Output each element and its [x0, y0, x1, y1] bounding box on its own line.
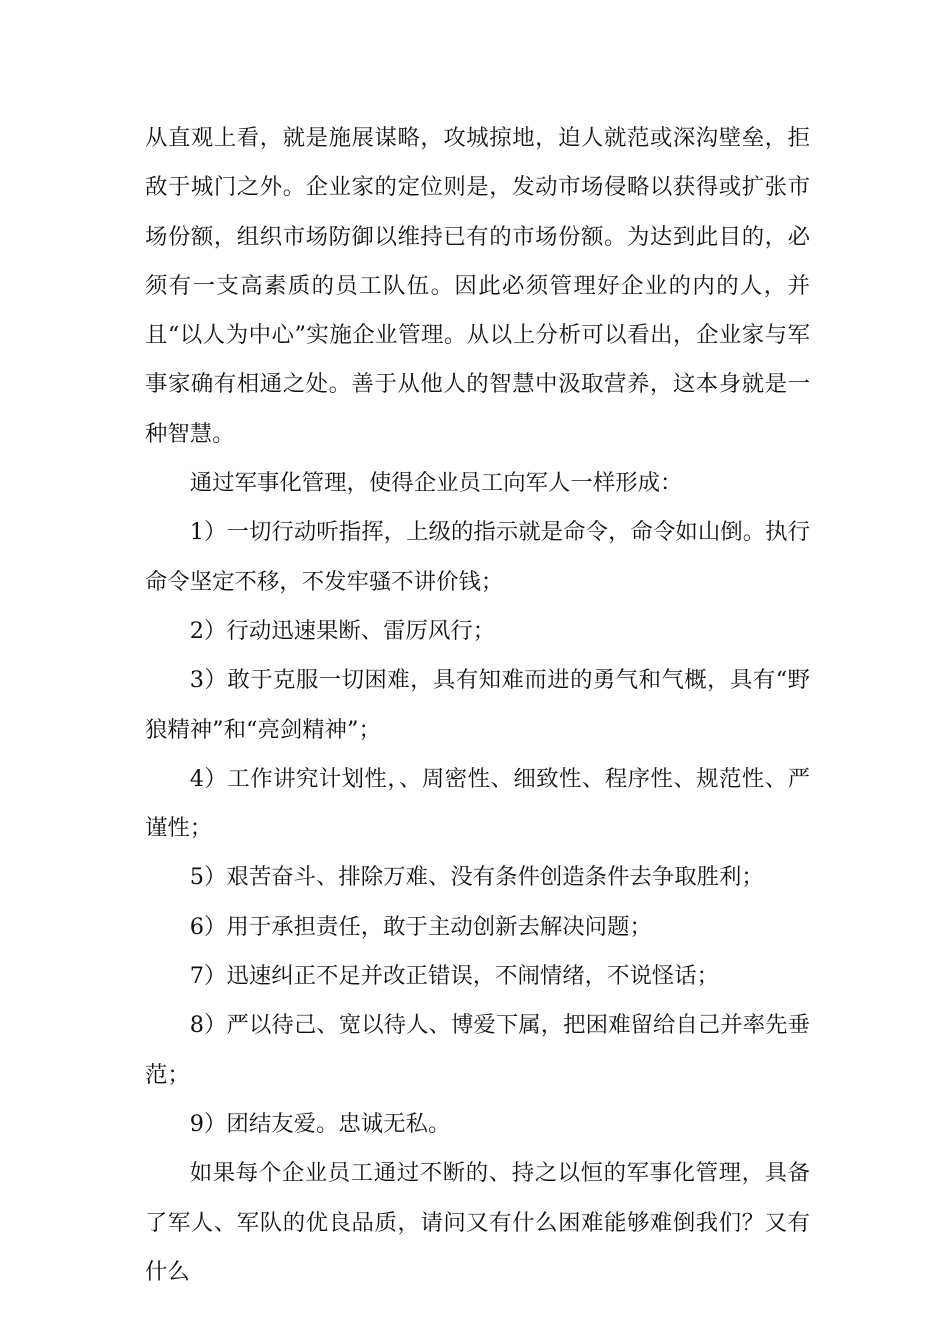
list-item-4: 4）工作讲究计划性，、周密性、细致性、程序性、规范性、严谨性； — [145, 765, 810, 842]
document-body — [145, 114, 810, 1297]
list-item-7: 7）迅速纠正不足并改正错误，不闹情绪，不说怪话； — [189, 963, 720, 990]
list-item-6: 6）用于承担责任，敢于主动创新去解决问题； — [189, 913, 652, 940]
list-item-9: 9）团结友爱。忠诚无私。 — [189, 1110, 451, 1137]
list-item-8: 8）严以待己、宽以待人、博爱下属，把困难留给自己并率先垂范； — [145, 1012, 810, 1088]
list-item-5: 5）艰苦奋斗、排除万难、没有条件创造条件去争取胜利； — [189, 864, 764, 891]
list-item-3: 3）敢于克服一切困难，具有知难而进的勇气和气概，具有“野狼精神”和“亮剑精神”； — [145, 667, 810, 743]
list-item-2: 2）行动迅速果断、雷厉风行； — [189, 617, 496, 644]
paragraph-lead-in: 通过军事化管理，使得企业员工向军人一样形成： — [189, 470, 683, 497]
paragraph-conclusion: 如果每个企业员工通过不断的、持之以恒的军事化管理，具备了军人、军队的优良品质，请问又有什么困难能够难倒我们？又有什么 — [145, 1160, 810, 1285]
paragraph-intro: 从直观上看，就是施展谋略，攻城掠地，迫人就范或深沟壁垒，拒敌于城门之外。企业家的定位则是，发动市场侵略以获得或扩张市场份额，组织市场防御以维持已有的市场份额。为达到此目的，必须有一支高素质的员工队伍。因此必须管理好企业的内的人，并且“以人为中心”实施企业管理。从以上分析可以看出，企业家与军事家确有相通之处。善于从他人的智慧中汲取营养，这本身就是一种智慧。 — [145, 125, 810, 447]
list-item-1: 1）一切行动听指挥，上级的指示就是命令，命令如山倒。执行命令坚定不移，不发牢骚不讲价钱； — [145, 519, 810, 595]
